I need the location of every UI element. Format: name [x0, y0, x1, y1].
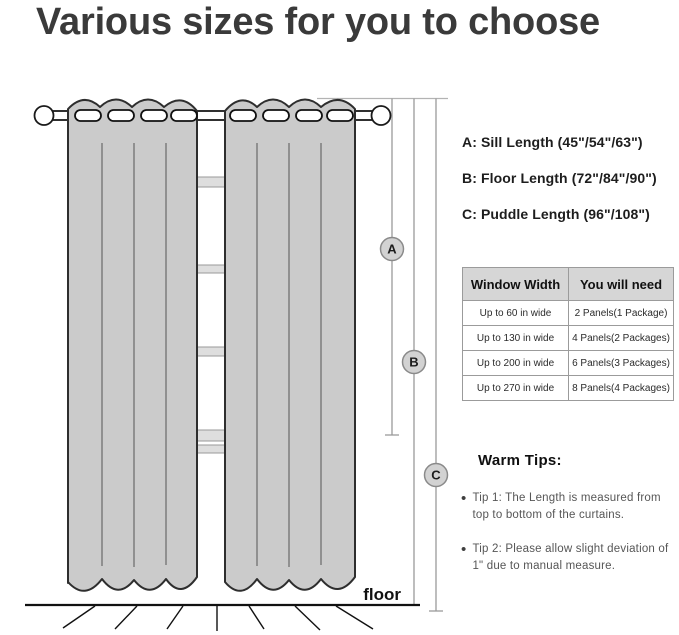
cell-panels-needed: 8 Panels(4 Packages) [569, 376, 674, 401]
cell-window-width: Up to 270 in wide [463, 376, 569, 401]
grommet-slot [141, 110, 167, 121]
marker-a-label: A [387, 241, 397, 257]
window-bar [195, 177, 229, 187]
size-table [462, 267, 674, 401]
tip-text [472, 490, 660, 524]
marker-b-label: B [409, 354, 419, 370]
bullet-icon: • [461, 541, 467, 558]
tip-item-1 [461, 490, 677, 524]
grommet-slot [327, 110, 353, 121]
table-row [463, 376, 674, 401]
page-title: Various sizes for you to choose [36, 1, 600, 43]
grommet-slot [108, 110, 134, 121]
grommet-slot [230, 110, 256, 121]
col-header-you-will-need: You will need [569, 268, 674, 301]
window-bar [195, 430, 229, 441]
length-option-puddle: C: Puddle Length (96"/108") [462, 206, 650, 222]
hatch-line [295, 606, 320, 630]
grommet-slot [171, 110, 197, 121]
curtain-diagram [0, 85, 455, 635]
marker-c-label: C [431, 467, 441, 483]
length-option-floor: B: Floor Length (72"/84"/90") [462, 170, 657, 186]
cell-panels-needed: 4 Panels(2 Packages) [569, 326, 674, 351]
length-option-sill: A: Sill Length (45"/54"/63") [462, 134, 643, 150]
rod-finial-right [372, 106, 391, 125]
curtain-panel-right [225, 100, 355, 591]
window-frame [195, 177, 229, 453]
hatch-line [249, 606, 264, 629]
floor-label: floor [363, 585, 401, 604]
hatch-line [63, 606, 95, 628]
cell-window-width: Up to 60 in wide [463, 301, 569, 326]
tip-line: 1" due to manual measure. [472, 560, 616, 572]
table-header-row [463, 268, 674, 301]
hatch-line [115, 606, 137, 629]
tip-line: Tip 1: The Length is measured from [472, 492, 661, 504]
tip-item-2 [461, 541, 677, 575]
length-options [462, 124, 657, 232]
marker-b [403, 351, 426, 374]
curtain-panels [68, 100, 355, 591]
cell-window-width: Up to 130 in wide [463, 326, 569, 351]
window-bar [195, 347, 229, 356]
marker-a [381, 238, 404, 261]
window-sill-bar [195, 445, 229, 453]
table-row [463, 301, 674, 326]
warm-tips-heading: Warm Tips: [478, 452, 562, 469]
tip-line: top to bottom of the curtains. [472, 509, 625, 521]
marker-c [425, 464, 448, 487]
window-bar [195, 265, 229, 273]
floor-hatching [63, 606, 373, 631]
rod-finial-left [35, 106, 54, 125]
cell-panels-needed: 6 Panels(3 Packages) [569, 351, 674, 376]
tip-line: Tip 2: Please allow slight deviation of [472, 543, 669, 555]
hatch-line [336, 606, 373, 629]
bullet-icon: • [461, 490, 467, 507]
grommet-slot [263, 110, 289, 121]
table-row [463, 351, 674, 376]
col-header-window-width: Window Width [463, 268, 569, 301]
grommet-slot [75, 110, 101, 121]
grommet-slot [296, 110, 322, 121]
hatch-line [167, 606, 183, 629]
table-row [463, 326, 674, 351]
cell-window-width: Up to 200 in wide [463, 351, 569, 376]
curtain-panel-left [68, 100, 197, 591]
tip-text [472, 541, 668, 575]
cell-panels-needed: 2 Panels(1 Package) [569, 301, 674, 326]
